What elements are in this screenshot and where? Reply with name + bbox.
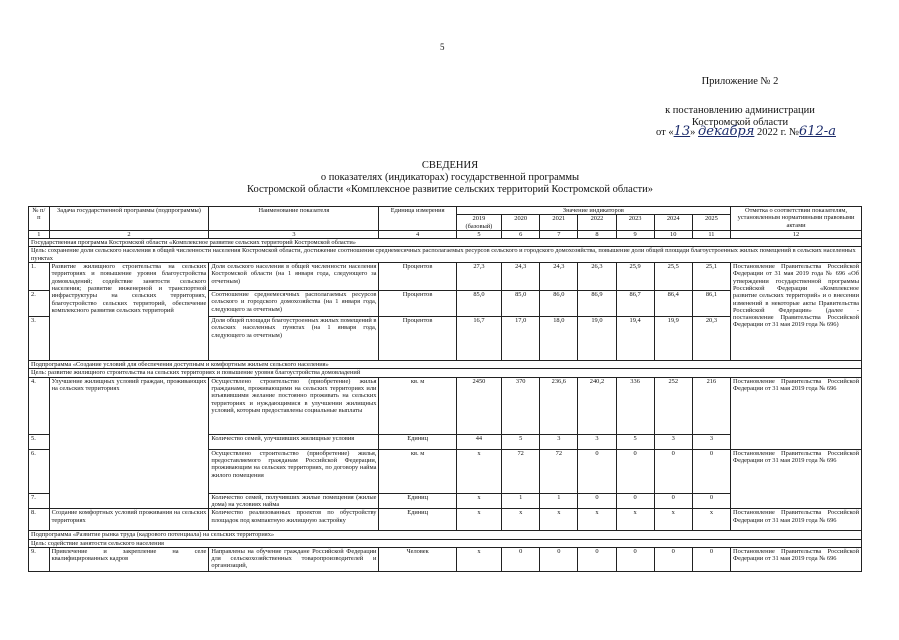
header-indicator: Наименование показателя — [209, 207, 379, 231]
row-unit: Процентов — [379, 291, 456, 317]
row-value: 2450 — [456, 377, 501, 434]
row-value: 86,0 — [540, 291, 578, 317]
row-value: х — [456, 509, 501, 531]
appendix-title: Приложение № 2 — [701, 76, 779, 87]
row-value: 26,3 — [578, 263, 616, 291]
row-value: 19,0 — [578, 317, 616, 361]
row-num: 8. — [29, 509, 50, 531]
program-title-row — [29, 239, 862, 247]
col-number: 6 — [502, 230, 540, 238]
program-goal-row — [29, 247, 862, 263]
subprogram-title-row — [29, 361, 862, 369]
col-number: 5 — [456, 230, 501, 238]
row-num: 3. — [29, 317, 50, 361]
row-value: 85,0 — [502, 291, 540, 317]
row-value: х — [456, 547, 501, 571]
year-cell: 2021 — [540, 215, 578, 231]
row-value: 3 — [540, 434, 578, 449]
row-value: 0 — [502, 547, 540, 571]
subprogram1-goal: Цель: развитие жилищного строительства на сельских территориях и повышение уровня благоустройства домовладений — [29, 369, 862, 377]
title-line3: Костромской области «Комплексное развитие сельских территорий Костромской области» — [247, 184, 653, 195]
row-value: 3 — [692, 434, 730, 449]
row-value: 336 — [616, 377, 654, 434]
row-value: х — [502, 509, 540, 531]
header-task: Задача государственной программы (подпрограммы) — [49, 207, 209, 231]
row-value: 72 — [502, 449, 540, 493]
header-row — [29, 207, 862, 215]
col-number: 11 — [692, 230, 730, 238]
row-value: 72 — [540, 449, 578, 493]
year-cell: 2022 — [578, 215, 616, 231]
row-value: 86,4 — [654, 291, 692, 317]
col-number: 10 — [654, 230, 692, 238]
row-value: 0 — [616, 493, 654, 509]
row-indicator: Количество семей, получивших жилые помещения (жилые дома) на условиях найма — [209, 493, 379, 509]
row-unit: кв. м — [379, 449, 456, 493]
row-value: 25,9 — [616, 263, 654, 291]
row-value: 5 — [616, 434, 654, 449]
row-indicator: Количество семей, улучшивших жилищные условия — [209, 434, 379, 449]
row-value: 0 — [692, 493, 730, 509]
row-value: 0 — [578, 493, 616, 509]
sign-number: 612-а — [798, 124, 836, 139]
row-unit: Процентов — [379, 263, 456, 291]
program-goal: Цель: сохранение доли сельского населения в общей численности населения Костромской области, достижение соотношения среднемесячных располагаемых ресурсов сельского и городского домохозяйства, повышение доли общей площади благоустроенных жилых помещений в сельских населенных пунктах — [29, 247, 862, 263]
row-value: х — [456, 493, 501, 509]
row-value: 3 — [578, 434, 616, 449]
row-value: 27,3 — [456, 263, 501, 291]
row-value: 216 — [692, 377, 730, 434]
subprogram-goal-row — [29, 539, 862, 547]
row-note: Постановление Правительства Российской Федерации от 31 мая 2019 года № 696 — [731, 547, 862, 571]
subprogram1-title: Подпрограмма «Создание условий для обеспечения доступным и комфортным жильем сельского населения» — [29, 361, 862, 369]
row-task: Развитие жилищного строительства на сельских территориях и повышение уровня благоустройства домовладений; содействие занятости сельского населения; развитие инженерной и транспортной инфраструктуры на сельских территориях, благоустройство сельских территорий, обеспечение комплексного развития сельских территорий — [49, 263, 209, 361]
row-value: 0 — [578, 547, 616, 571]
row-value: 0 — [578, 449, 616, 493]
page-number: 5 — [440, 42, 445, 52]
header-values: Значение индикаторов — [456, 207, 730, 215]
document-title — [150, 160, 750, 196]
column-numbers-row — [29, 230, 862, 238]
row-num: 6. — [29, 449, 50, 493]
appendix-line2: Костромской области — [691, 117, 789, 128]
col-number: 12 — [731, 230, 862, 238]
row-unit: Единиц — [379, 434, 456, 449]
row-unit: Процентов — [379, 317, 456, 361]
row-note: Постановление Правительства Российской Федерации от 31 мая 2019 года № 696 — [731, 377, 862, 449]
subprogram2-goal: Цель: содействие занятости сельского населения — [29, 539, 862, 547]
year-cell: 2019 (базовый) — [456, 215, 501, 231]
year-cell: 2025 — [692, 215, 730, 231]
row-value: 16,7 — [456, 317, 501, 361]
row-value: 236,6 — [540, 377, 578, 434]
row-value: 5 — [502, 434, 540, 449]
program-title: Государственная программа Костромской области «Комплексное развитие сельских территорий Костромской области» — [29, 239, 862, 247]
col-number: 2 — [49, 230, 209, 238]
row-value: 20,3 — [692, 317, 730, 361]
row-value: 252 — [654, 377, 692, 434]
col-number: 9 — [616, 230, 654, 238]
row-value: 0 — [654, 449, 692, 493]
row-note: Постановление Правительства Российской Федерации от 31 мая 2019 года № 696 — [731, 509, 862, 531]
row-num: 2. — [29, 291, 50, 317]
row-value: 0 — [692, 449, 730, 493]
col-number: 7 — [540, 230, 578, 238]
table-row — [29, 547, 862, 571]
row-task: Улучшение жилищных условий граждан, проживающих на сельских территориях — [49, 377, 209, 509]
row-indicator: Направлены на обучение граждане Российской Федерации для сельскохозяйственных товаропроизводителей и организаций, — [209, 547, 379, 571]
indicators-table — [28, 206, 862, 572]
row-task: Привлечение и закрепление на селе квалифицированных кадров — [49, 547, 209, 571]
row-value: 370 — [502, 377, 540, 434]
sign-mid: » — [690, 127, 699, 138]
row-value: 1 — [502, 493, 540, 509]
table-row — [29, 263, 862, 291]
row-unit: Единиц — [379, 493, 456, 509]
year-cell: 2024 — [654, 215, 692, 231]
row-value: 0 — [654, 493, 692, 509]
sign-month: декабря — [698, 124, 755, 139]
col-number: 4 — [379, 230, 456, 238]
row-value: 25,1 — [692, 263, 730, 291]
sign-prefix: от « — [656, 127, 674, 138]
header-num: № п/п — [29, 207, 50, 231]
row-value: х — [540, 509, 578, 531]
col-number: 1 — [29, 230, 50, 238]
row-indicator: Осуществлено строительство (приобретение) жилья, предоставляемого гражданам Российской Федерации, проживающим на сельских территориях, по договору найма жилого помещения — [209, 449, 379, 493]
row-num: 5. — [29, 434, 50, 449]
row-value: 3 — [654, 434, 692, 449]
row-value: х — [456, 449, 501, 493]
subprogram2-title: Подпрограмма «Развитие рынка труда (кадрового потенциала) на сельских территориях» — [29, 531, 862, 539]
row-value: 0 — [654, 547, 692, 571]
table-row — [29, 509, 862, 531]
row-value: 85,0 — [456, 291, 501, 317]
header-unit: Единица измерения — [379, 207, 456, 231]
row-unit: Единиц — [379, 509, 456, 531]
header-note: Отметка о соответствии показателям, установленным нормативными правовыми актами — [731, 207, 862, 231]
row-value: х — [692, 509, 730, 531]
row-value: 86,1 — [692, 291, 730, 317]
table-row — [29, 377, 862, 434]
row-value: х — [578, 509, 616, 531]
col-number: 3 — [209, 230, 379, 238]
row-note: Постановление Правительства Российской Федерации от 31 мая 2019 года № 696 — [731, 449, 862, 509]
row-value: 24,3 — [502, 263, 540, 291]
title-line1: СВЕДЕНИЯ — [421, 160, 479, 171]
row-value: 86,9 — [578, 291, 616, 317]
row-value: 24,3 — [540, 263, 578, 291]
row-indicator: Количество реализованных проектов по обустройству площадок под компактную жилищную застройку — [209, 509, 379, 531]
appendix-signature-line — [626, 124, 866, 139]
sign-day: 13 — [673, 124, 691, 139]
row-indicator: Доля сельского населения в общей численности населения Костромской области (на 1 января года, следующего за отчетным) — [209, 263, 379, 291]
row-value: 0 — [616, 547, 654, 571]
row-value: 0 — [540, 547, 578, 571]
row-task: Создание комфортных условий проживания на сельских территориях — [49, 509, 209, 531]
year-cell: 2023 — [616, 215, 654, 231]
row-value: 240,2 — [578, 377, 616, 434]
row-unit: кв. м — [379, 377, 456, 434]
col-number: 8 — [578, 230, 616, 238]
row-num: 7. — [29, 493, 50, 509]
row-value: 19,9 — [654, 317, 692, 361]
row-value: 19,4 — [616, 317, 654, 361]
row-unit: Человек — [379, 547, 456, 571]
row-value: 17,0 — [502, 317, 540, 361]
row-value: 44 — [456, 434, 501, 449]
row-value: 0 — [692, 547, 730, 571]
row-num: 9. — [29, 547, 50, 571]
row-value: 0 — [616, 449, 654, 493]
row-note: Постановление Правительства Российской Федерации от 31 мая 2019 года № 696 «Об утверждении государственной программы Российской Федерации «Комплексное развитие сельских территорий» и о внесении изменений в некоторые акты Правительства Российской Федерации» (далее - постановление Правительства Российской Федерации от 31 мая 2019 года № 696) — [731, 263, 862, 361]
row-value: 86,7 — [616, 291, 654, 317]
subprogram-goal-row — [29, 369, 862, 377]
sign-year: 2022 г. № — [754, 127, 799, 138]
title-line2: о показателях (индикаторах) государственной программы — [320, 172, 580, 183]
row-value: 1 — [540, 493, 578, 509]
row-num: 4. — [29, 377, 50, 434]
appendix-line1: к постановлению администрации — [665, 105, 815, 116]
row-value: х — [654, 509, 692, 531]
row-value: 25,5 — [654, 263, 692, 291]
row-indicator: Осуществлено строительство (приобретение) жилья гражданами, проживающими на сельских территориях или изъявившими желание постоянно проживать на сельских территориях и нуждающимися в улучшении жилищных условий, которым предоставлены социальные выплаты — [209, 377, 379, 434]
row-value: х — [616, 509, 654, 531]
year-cell: 2020 — [502, 215, 540, 231]
row-num: 1. — [29, 263, 50, 291]
row-indicator: Соотношение среднемесячных располагаемых ресурсов сельского и городского домохозяйства (на 1 января года, следующего за отчетным) — [209, 291, 379, 317]
subprogram-title-row — [29, 531, 862, 539]
row-value: 18,0 — [540, 317, 578, 361]
row-indicator: Доля общей площади благоустроенных жилых помещений в сельских населенных пунктах (на 1 января года, следующего за отчетным) — [209, 317, 379, 361]
